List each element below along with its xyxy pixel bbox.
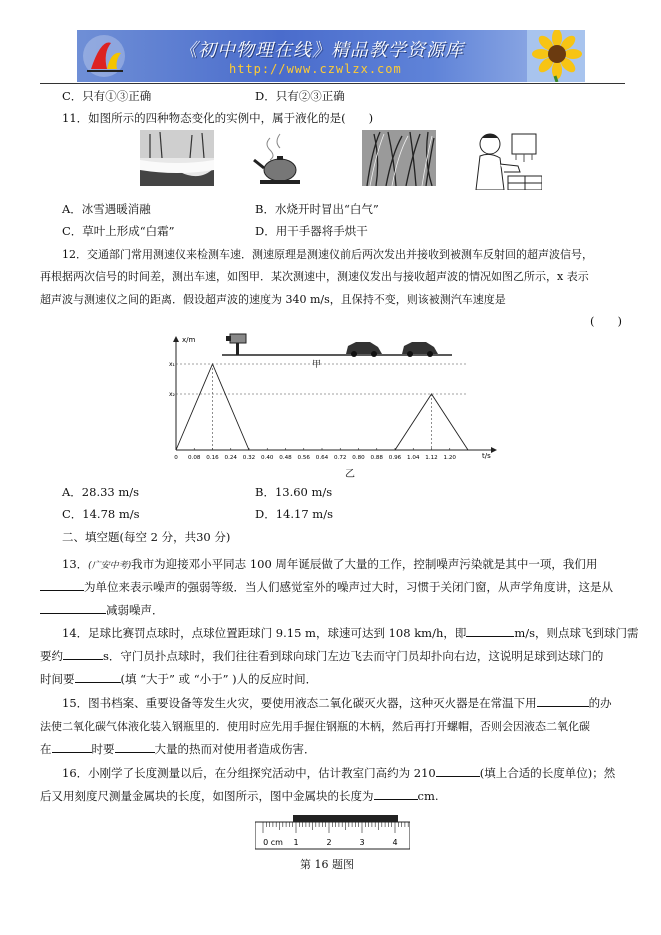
x-tick-label: 0.40: [261, 455, 274, 461]
q15-blank-2[interactable]: [52, 741, 92, 753]
ruler-label: 3: [359, 838, 365, 847]
ruler-label: 0 cm: [263, 838, 283, 847]
q16-figure-caption: 第 16 题图: [300, 858, 354, 871]
q14-text-2: m/s，则点球飞到球门需: [514, 626, 639, 640]
q15-text-5: 大量的热而对使用者造成伤害．: [154, 742, 316, 756]
y-tick-label: x₂: [169, 391, 175, 398]
q15-text-2: 的办: [588, 696, 612, 710]
q15-blank-3[interactable]: [115, 741, 155, 753]
q16-text-1: 16．小刚学了长度测量以后，在分组探究活动中，估计教室门高约为 210: [62, 766, 436, 780]
q13-blank-2[interactable]: [40, 602, 106, 614]
q16-blank-1[interactable]: [436, 765, 480, 777]
q15-line3: [40, 741, 316, 757]
x-t-chart: [168, 330, 498, 480]
x-tick-label: 0.24: [224, 455, 237, 461]
ruler-label: 2: [326, 838, 332, 847]
sunflower-icon: [527, 30, 585, 82]
q15-line2: 法使二氧化碳气体液化装入钢瓶里的．使用时应先用手握住钢瓶的木柄，然后再打开螺帽，否则会因液态二氧化碳: [40, 720, 590, 733]
q12-option-d: D．14.17 m/s: [255, 507, 333, 521]
q14-line2: [40, 648, 603, 664]
x-tick-label: 0.08: [188, 455, 201, 461]
header-rule: [40, 83, 625, 84]
q15-text-1: 15．图书档案、重要设备等发生火灾，要使用液态二氧化碳灭火器，这种灭火器是在常温下用: [62, 696, 537, 710]
q13-text-3: 减弱噪声．: [106, 603, 164, 617]
q14-text-5: 时间要: [40, 672, 75, 686]
banner-title: 《初中物理在线》精品教学资源库: [179, 40, 464, 61]
q13-text-2: 为单位来表示噪声的强弱等级．当人们感觉室外的噪声过大时，习惯于关闭门窗，从声学角度讲，这是从: [84, 580, 613, 594]
x-tick-label: 0: [174, 455, 178, 461]
q11-option-c: C．草叶上形成“白霜”: [62, 224, 175, 238]
q14-text-6: (填 “大于” 或 “小于” )人的反应时间．: [120, 672, 318, 686]
hand-dryer-image: [468, 128, 542, 190]
x-tick-label: 0.80: [352, 455, 365, 461]
q13-text: 我市为迎接邓小平同志 100 周年诞辰做了大量的工作，控制噪声污染就是其中一项，我们用: [131, 557, 598, 571]
q16-line1: [62, 765, 615, 781]
q13-number: 13．: [62, 557, 89, 571]
melting-snow-image: [140, 130, 214, 186]
q14-blank-3[interactable]: [75, 671, 121, 683]
boiling-kettle-image: [250, 130, 310, 186]
y-axis-label: x/m: [182, 336, 196, 344]
q13-line2: [40, 579, 613, 595]
section-2-title: 二、填空题(每空 2 分，共30 分): [62, 530, 231, 544]
option-d: D．只有②③正确: [255, 89, 345, 103]
x-tick-label: 0.88: [370, 455, 383, 461]
q12-answer-paren: ( ): [590, 314, 622, 328]
q12-option-c: C．14.78 m/s: [62, 507, 140, 521]
q14-text-4: s．守门员扑点球时，我们往往看到球向球门左边飞去而守门员却扑向右边，这说明足球到达球门的: [103, 649, 604, 663]
q13-blank-1[interactable]: [40, 579, 84, 591]
site-logo-icon: [81, 33, 127, 79]
x-axis-label: t/s: [482, 452, 491, 460]
q13-source: (广安中考): [88, 561, 132, 571]
x-tick-label: 0.48: [279, 455, 292, 461]
q13-line1: [62, 556, 597, 572]
q11-option-a: A．冰雪遇暖消融: [62, 202, 151, 216]
q15-text-3: 在: [40, 742, 52, 756]
q15-line1: [62, 695, 612, 711]
q12-line1: 12．交通部门常用测速仪来检测车速．测速原理是测速仪前后两次发出并接收到被测车反射回的超声波信号，: [62, 248, 593, 261]
q11-stem: 11．如图所示的四种物态变化的实例中，属于液化的是( ): [62, 111, 374, 125]
frosted-grass-image: [362, 130, 436, 186]
q14-line1: [62, 625, 639, 641]
q14-line3: [40, 671, 317, 687]
x-tick-label: 0.72: [334, 455, 347, 461]
q16-text-3: 后又用刻度尺测量金属块的长度，如图所示，图中金属块的长度为: [40, 789, 374, 803]
option-c: C．只有①③正确: [62, 89, 152, 103]
ruler-label: 4: [392, 838, 398, 847]
q16-blank-2[interactable]: [374, 788, 418, 800]
figure-yi-label: 乙: [345, 469, 355, 480]
q15-blank-1[interactable]: [537, 695, 589, 707]
q15-text-4: 时要: [91, 742, 115, 756]
q11-option-d: D．用干手器将手烘干: [255, 224, 368, 238]
q16-text-4: cm.: [417, 789, 439, 803]
x-tick-label: 1.04: [407, 455, 420, 461]
q14-text-3: 要约: [40, 649, 63, 663]
x-tick-label: 0.32: [242, 455, 256, 461]
x-tick-label: 0.16: [206, 455, 219, 461]
ruler-figure: [255, 815, 410, 850]
q16-line2: [40, 788, 439, 804]
x-tick-label: 0.56: [297, 455, 310, 461]
q12-option-a: A．28.33 m/s: [62, 485, 140, 499]
q11-option-b: B．水烧开时冒出“白气”: [255, 202, 379, 216]
y-tick-label: x₁: [169, 361, 175, 368]
x-tick-label: 1.12: [425, 455, 438, 461]
header-banner: [77, 30, 585, 82]
q14-blank-1[interactable]: [466, 625, 514, 637]
q16-text-2: (填上合适的长度单位)；然: [479, 766, 616, 780]
q14-text-1: 14．足球比赛罚点球时，点球位置距球门 9.15 m，球速可达到 108 km/h，即: [62, 626, 467, 640]
figure-jia-label: 甲: [312, 360, 322, 370]
q13-line3: [40, 602, 164, 618]
x-tick-label: 0.64: [315, 455, 329, 461]
ruler-label: 1: [293, 838, 299, 847]
x-tick-label: 1.20: [443, 455, 456, 461]
q12-line2: 再根据两次信号的时间差，测出车速，如图甲．某次测速中，测速仪发出与接收超声波的情况如图乙所示，x 表示: [40, 270, 589, 283]
q12-line3: 超声波与测速仪之间的距离．假设超声波的速度为 340 m/s，且保持不变，则该被测汽车速度是: [40, 293, 506, 306]
q14-blank-2[interactable]: [63, 648, 103, 660]
metal-block: [293, 815, 398, 822]
q12-option-b: B．13.60 m/s: [255, 485, 333, 499]
x-tick-label: 0.96: [388, 455, 402, 461]
banner-url[interactable]: http://www.czwlzx.com: [229, 62, 402, 76]
